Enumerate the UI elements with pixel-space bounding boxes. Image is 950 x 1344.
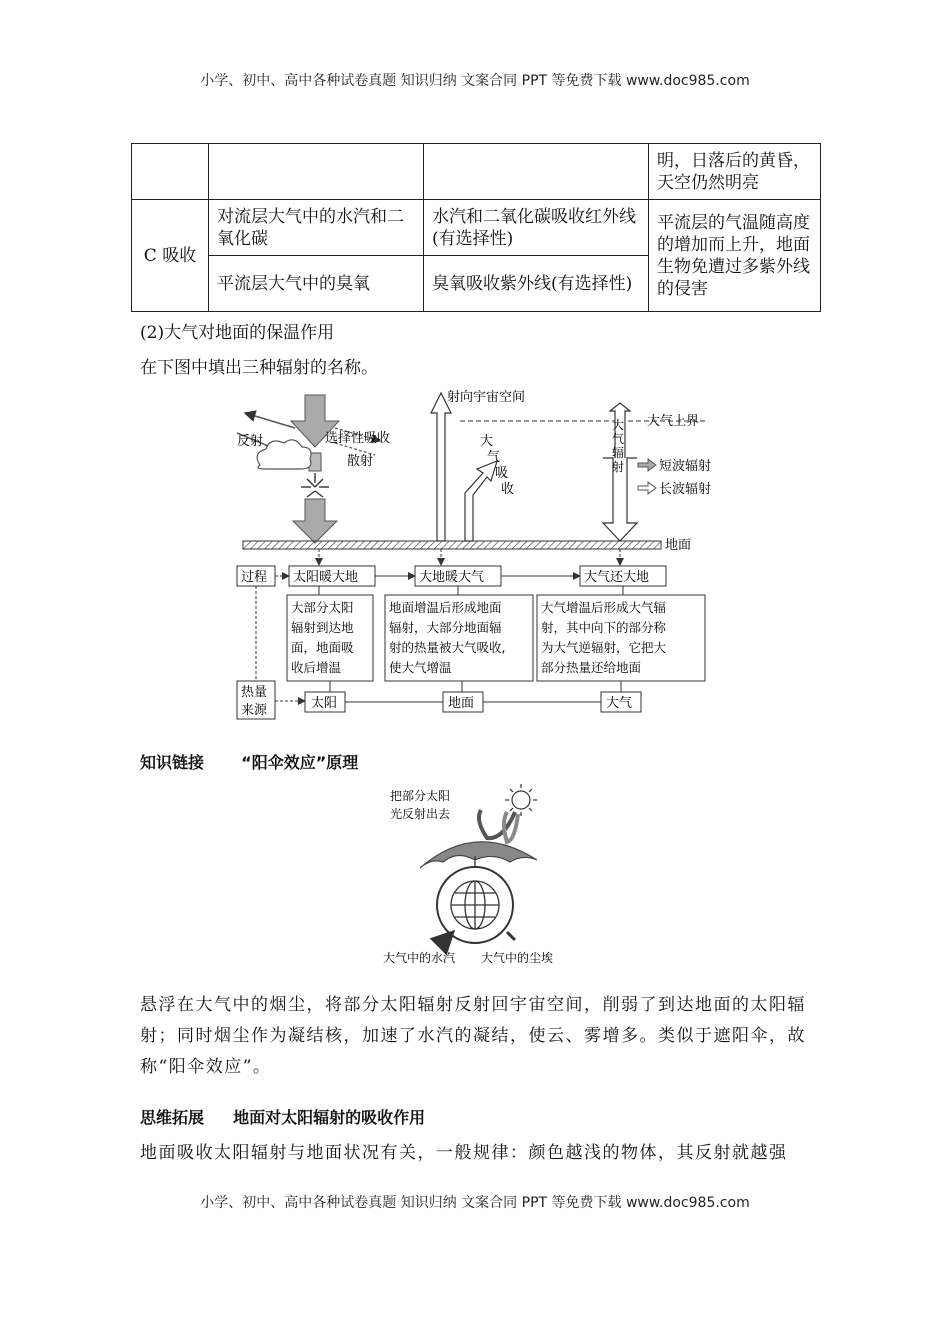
table-cell: 臭氧吸收紫外线(有选择性) xyxy=(424,256,649,312)
legend-short-label: 短波辐射 xyxy=(659,459,712,474)
heat-src-line: 来源 xyxy=(241,703,268,718)
page-footer: 小学、初中、高中各种试卷真题 知识归纳 文案合同 PPT 等免费下载 www.doc985.com xyxy=(200,1195,750,1211)
section-title: (2)大气对地面的保温作用 xyxy=(140,323,335,343)
table-cell: 对流层大气中的水汽和二氧化碳 xyxy=(209,200,424,256)
table-cell: 水汽和二氧化碳吸收红外线(有选择性) xyxy=(424,200,649,256)
absorb-char: 收 xyxy=(501,482,515,497)
src2-label: 地面 xyxy=(448,696,475,711)
link-name: “阳伞效应”原理 xyxy=(241,753,359,772)
dust-pointer-icon xyxy=(507,932,515,940)
think-heading xyxy=(140,1105,425,1128)
stage2-label: 大地暖大气 xyxy=(419,570,485,585)
desc3-line: 射，其中向下的部分称 xyxy=(541,620,667,635)
table-cell: 平流层大气中的臭氧 xyxy=(209,256,424,312)
src1-label: 太阳 xyxy=(311,696,338,711)
think-title: 思维拓展 xyxy=(140,1108,205,1127)
ground-radiation-absorbed-arrow xyxy=(465,461,497,541)
scatter-burst-icon xyxy=(301,473,329,497)
desc2-line: 使大气增温 xyxy=(389,660,452,675)
absorb-char: 吸 xyxy=(495,466,509,481)
vapor-label: 大气中的水汽 xyxy=(383,951,456,965)
src3-label: 大气 xyxy=(606,696,633,711)
table-cell xyxy=(424,144,649,200)
atmos-rad-char: 射 xyxy=(612,460,625,474)
umbrella-effect-paragraph: 悬浮在大气中的烟尘，将部分太阳辐射反射回宇宙空间，削弱了到达地面的太阳辐射；同时烟尘作为凝结核，加速了水汽的凝结，使云、雾增多。类似于遮阳伞，故称“阳伞效应”。 xyxy=(140,995,806,1077)
selective-label: 选择性吸收 xyxy=(325,431,391,446)
desc2-line: 地面增温后形成地面 xyxy=(389,600,502,615)
absorb-char: 气 xyxy=(487,450,501,465)
ground-label: 地面 xyxy=(665,538,692,553)
space-label: 射向宇宙空间 xyxy=(447,390,526,405)
stage3-label: 大气还大地 xyxy=(584,570,650,585)
desc3-line: 部分热量还给地面 xyxy=(541,660,642,675)
reflect-arrow-icon xyxy=(245,413,295,428)
atmosphere-effects-table xyxy=(131,143,821,312)
umbrella-canopy-icon xyxy=(420,842,537,868)
absorb-char: 大 xyxy=(480,434,494,449)
heat-src-line: 热量 xyxy=(241,685,268,700)
instruction-text: 在下图中填出三种辐射的名称。 xyxy=(140,358,378,378)
legend-long-label: 长波辐射 xyxy=(659,482,712,497)
atmosphere-top-label: 大气上界 xyxy=(647,414,700,429)
page-header: 小学、初中、高中各种试卷真题 知识归纳 文案合同 PPT 等免费下载 www.doc985.com xyxy=(200,73,750,89)
table-cell: 明，日落后的黄昏，天空仍然明亮 xyxy=(649,144,821,200)
think-paragraph: 地面吸收太阳辐射与地面状况有关，一般规律：颜色越浅的物体，其反射就越强 xyxy=(140,1143,788,1163)
atmos-rad-char: 气 xyxy=(612,432,625,446)
umbrella-top-label-line: 光反射出去 xyxy=(390,807,451,821)
sun-icon xyxy=(505,784,537,816)
desc3-line: 为大气逆辐射，它把大 xyxy=(541,640,667,655)
table-cell: 平流层的气温随高度的增加而上升，地面生物免遭过多紫外线的侵害 xyxy=(649,200,821,312)
umbrella-effect-diagram xyxy=(375,780,575,970)
desc2-line: 射的热量被大气吸收, xyxy=(389,640,506,655)
desc1-line: 辐射到达地 xyxy=(291,620,354,635)
umbrella-top-label-line: 把部分太阳 xyxy=(390,789,451,803)
stage1-label: 太阳暖大地 xyxy=(293,570,359,585)
long-wave-legend-icon xyxy=(638,482,656,494)
reflect-arrow-icon xyxy=(479,810,515,838)
link-heading xyxy=(140,750,358,773)
atmos-rad-char: 大 xyxy=(612,418,625,432)
dust-label: 大气中的尘埃 xyxy=(481,951,554,965)
table-cell xyxy=(209,144,424,200)
reflect-label: 反射 xyxy=(237,434,264,449)
short-wave-legend-icon xyxy=(638,459,656,471)
solar-arrow-bottom xyxy=(293,499,337,543)
ground-bar xyxy=(243,541,661,549)
greenhouse-diagram xyxy=(225,383,725,723)
atmos-rad-char: 辐 xyxy=(612,446,625,460)
ground-radiation-to-space-arrow xyxy=(431,393,451,541)
think-name: 地面对太阳辐射的吸收作用 xyxy=(233,1108,426,1127)
globe-icon xyxy=(451,881,499,929)
desc1-line: 面，地面吸 xyxy=(291,640,354,655)
process-label: 过程 xyxy=(241,570,268,585)
desc2-line: 辐射，大部分地面辐 xyxy=(389,620,502,635)
desc1-line: 收后增温 xyxy=(291,660,342,675)
desc3-line: 大气增温后形成大气辐 xyxy=(541,600,667,615)
scatter-label: 散射 xyxy=(347,454,374,469)
desc1-line: 大部分太阳 xyxy=(291,600,354,615)
link-title: 知识链接 xyxy=(140,753,205,772)
table-cell-absorb-label: C 吸收 xyxy=(132,200,209,312)
table-cell xyxy=(132,144,209,200)
